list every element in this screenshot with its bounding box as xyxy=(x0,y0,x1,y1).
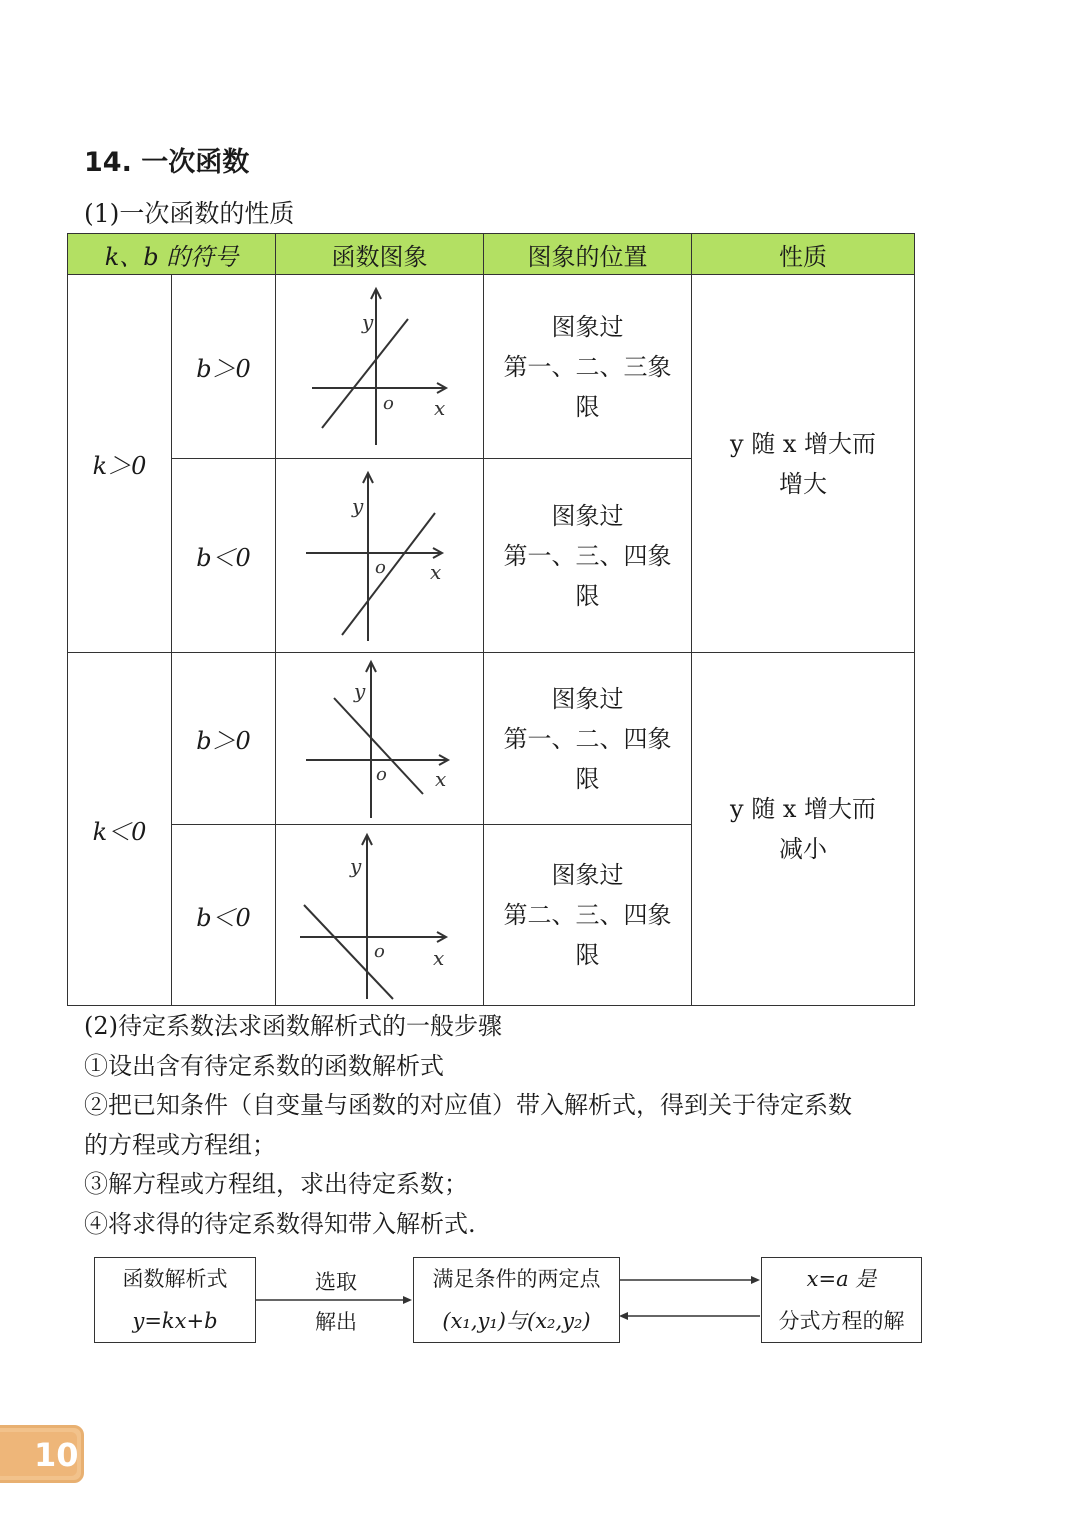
position-line: 第一、二、三象 xyxy=(503,352,672,381)
arrow-head xyxy=(751,1276,760,1284)
axis-x-label: x xyxy=(429,560,441,584)
position-line: 图象过 xyxy=(551,861,624,889)
k-positive-cell: k＞0 xyxy=(68,275,172,653)
step-2-continued: 的方程或方程组； xyxy=(84,1130,276,1159)
part2-title: (2)待定系数法求函数解析式的一般步骤 xyxy=(84,1012,502,1040)
axis-y-label: y xyxy=(349,854,361,878)
flow-box-solution xyxy=(761,1257,922,1343)
part1-title: (1)一次函数的性质 xyxy=(84,199,295,228)
b-cell: b＜0 xyxy=(172,825,276,1006)
axis-y-label: y xyxy=(353,679,365,703)
origin-label: o xyxy=(374,557,386,578)
axis-y-label: y xyxy=(351,494,363,518)
arrow-head xyxy=(619,1312,628,1320)
header-sign: k、b 的符号 xyxy=(68,234,276,275)
property-line: 增大 xyxy=(779,469,828,498)
flow-box-line: (x₁,y₁)与(x₂,y₂) xyxy=(442,1309,591,1333)
position-line: 第一、二、四象 xyxy=(503,724,672,753)
property-line: y 随 x 增大而 xyxy=(730,429,876,458)
flow-label-select: 选取 xyxy=(315,1270,357,1294)
position-line: 图象过 xyxy=(551,501,624,530)
k-negative-cell: k＜0 xyxy=(68,653,172,1006)
header-graph: 函数图象 xyxy=(276,234,484,275)
flow-box-line: y=kx+b xyxy=(132,1309,218,1333)
flow-box-line: 函数解析式 xyxy=(122,1267,228,1291)
property-line: y 随 x 增大而 xyxy=(730,795,876,823)
flow-box-points xyxy=(413,1257,620,1343)
step-3: ③解方程或方程组，求出待定系数； xyxy=(84,1170,468,1198)
step-2: ②把已知条件（自变量与函数的对应值）带入解析式，得到关于待定系数 xyxy=(84,1091,852,1119)
position-line: 第二、三、四象 xyxy=(503,901,672,929)
position-line: 限 xyxy=(575,392,600,421)
axis-x-label: x xyxy=(433,396,445,420)
header-position: 图象的位置 xyxy=(484,234,692,275)
flow-box-line: 分式方程的解 xyxy=(778,1309,905,1333)
origin-label: o xyxy=(373,941,385,962)
position-line: 图象过 xyxy=(551,684,624,713)
flow-label-solve: 解出 xyxy=(315,1310,357,1334)
page-number: 10 xyxy=(34,1436,79,1474)
axis-y-label: y xyxy=(361,310,373,334)
flow-box-line: x=a 是 xyxy=(806,1267,877,1291)
header-property: 性质 xyxy=(692,234,915,275)
origin-label: o xyxy=(375,764,387,785)
position-line: 第一、三、四象 xyxy=(503,541,672,570)
axis-x-label: x xyxy=(432,946,444,970)
b-cell: b＞0 xyxy=(172,275,276,459)
step-4: ④将求得的待定系数得知带入解析式. xyxy=(84,1209,476,1238)
position-line: 限 xyxy=(575,581,600,610)
flow-box-line: 满足条件的两定点 xyxy=(432,1267,601,1291)
position-line: 限 xyxy=(575,941,600,969)
flow-box-function xyxy=(94,1257,256,1343)
b-cell: b＜0 xyxy=(172,459,276,653)
arrow-head xyxy=(403,1296,412,1304)
b-cell: b＞0 xyxy=(172,653,276,825)
section-title: 14. 一次函数 xyxy=(84,147,250,178)
axis-x-label: x xyxy=(434,767,446,791)
origin-label: o xyxy=(382,393,394,414)
position-line: 限 xyxy=(575,764,600,793)
position-line: 图象过 xyxy=(551,312,624,341)
step-1: ①设出含有待定系数的函数解析式 xyxy=(84,1051,444,1080)
property-line: 减小 xyxy=(779,835,828,863)
